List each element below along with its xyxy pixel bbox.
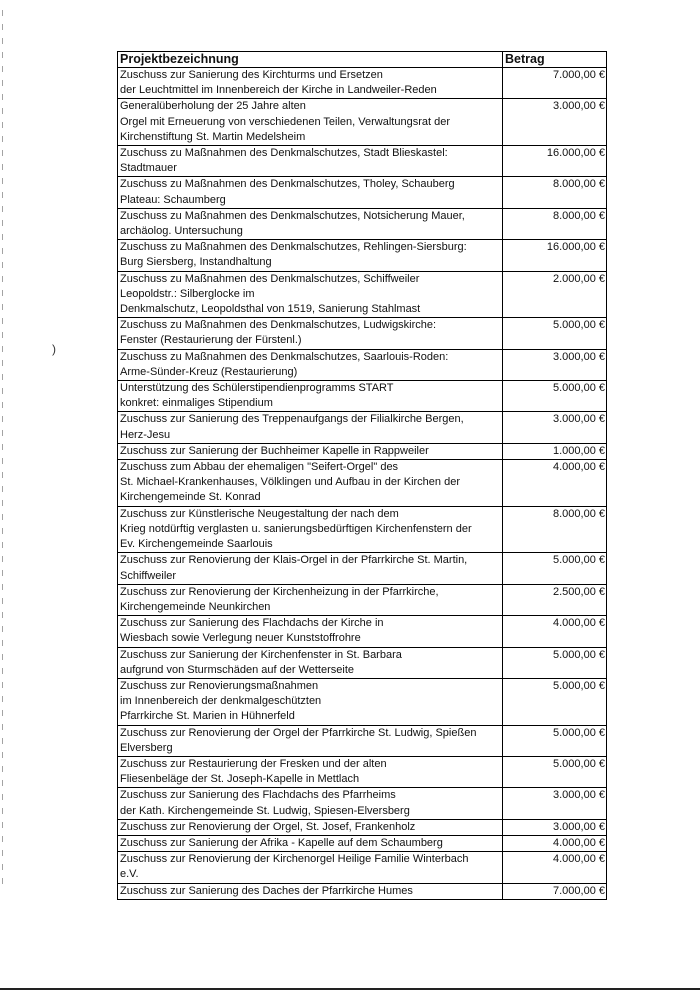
amount-cell: 16.000,00 €: [503, 146, 607, 177]
description-line: Ev. Kirchengemeinde Saarlouis: [120, 538, 273, 551]
project-description: [118, 553, 503, 584]
table-row: [118, 271, 607, 318]
amount-cell: 3.000,00 €: [503, 819, 607, 835]
description-line: Zuschuss zum Abbau der ehemaligen "Seifert-Orgel" des: [120, 461, 399, 474]
description-line: Zuschuss zu Maßnahmen des Denkmalschutzes, Ludwigskirche:: [120, 319, 437, 332]
table-header-row: [118, 52, 607, 68]
amount-cell: 1.000,00 €: [503, 443, 607, 459]
description-line: Orgel mit Erneuerung von verschiedenen Teilen, Verwaltungsrat der: [120, 115, 450, 128]
description-line: der Kath. Kirchengemeinde St. Ludwig, Spiesen-Elversberg: [120, 804, 410, 817]
description-line: e.V.: [120, 868, 139, 881]
project-description: [118, 271, 503, 318]
amount-cell: 8.000,00 €: [503, 208, 607, 239]
project-description: [118, 616, 503, 647]
description-line: Zuschuss zu Maßnahmen des Denkmalschutzes, Notsicherung Mauer,: [120, 209, 465, 222]
project-description: [118, 725, 503, 756]
description-line: Herz-Jesu: [120, 428, 171, 441]
table-row: [118, 412, 607, 443]
table-row: [118, 883, 607, 899]
project-description: [118, 381, 503, 412]
description-line: Schiffweiler: [120, 569, 177, 582]
amount-cell: 4.000,00 €: [503, 852, 607, 883]
project-description: [118, 240, 503, 271]
amount-cell: 2.000,00 €: [503, 271, 607, 318]
description-line: Zuschuss zur Renovierungsmaßnahmen: [120, 679, 319, 692]
description-line: Krieg notdürftig verglasten u. sanierungsbedürftigen Kirchenfenstern der: [120, 522, 472, 535]
table-row: [118, 725, 607, 756]
description-line: Zuschuss zur Renovierung der Klais-Orgel in der Pfarrkirche St. Martin,: [120, 554, 468, 567]
amount-cell: 7.000,00 €: [503, 68, 607, 99]
project-description: [118, 412, 503, 443]
table-row: [118, 852, 607, 883]
description-line: Kirchengemeinde St. Konrad: [120, 491, 261, 504]
amount-cell: 5.000,00 €: [503, 647, 607, 678]
header-betrag: Betrag: [503, 52, 607, 68]
description-line: Zuschuss zur Sanierung des Kirchturms und Ersetzen: [120, 69, 383, 81]
margin-mark: ): [52, 342, 56, 356]
project-description: [118, 146, 503, 177]
amount-cell: 5.000,00 €: [503, 553, 607, 584]
project-description: [118, 647, 503, 678]
description-line: Zuschuss zu Maßnahmen des Denkmalschutzes, Schiffweiler: [120, 272, 420, 285]
table-row: [118, 443, 607, 459]
table-row: [118, 678, 607, 725]
description-line: Zuschuss zur Sanierung der Buchheimer Kapelle in Rappweiler: [120, 444, 429, 457]
description-line: Zuschuss zur Renovierung der Orgel der Pfarrkirche St. Ludwig, Spießen: [120, 726, 477, 739]
header-projektbezeichnung: Projektbezeichnung: [118, 52, 503, 68]
project-description: [118, 506, 503, 553]
description-line: im Innenbereich der denkmalgeschützten: [120, 695, 322, 708]
project-description: [118, 835, 503, 851]
project-description: [118, 788, 503, 819]
description-line: Generalüberholung der 25 Jahre alten: [120, 100, 306, 113]
project-description: [118, 318, 503, 349]
amount-cell: 3.000,00 €: [503, 349, 607, 380]
amount-cell: 3.000,00 €: [503, 788, 607, 819]
description-line: Zuschuss zur Sanierung der Afrika - Kapelle auf dem Schaumberg: [120, 836, 443, 849]
amount-cell: 16.000,00 €: [503, 240, 607, 271]
description-line: Zuschuss zur Restaurierung der Fresken und der alten: [120, 757, 387, 770]
description-line: Zuschuss zur Sanierung der Kirchenfenster in St. Barbara: [120, 648, 402, 661]
description-line: Kirchengemeinde Neunkirchen: [120, 600, 271, 613]
project-description: [118, 883, 503, 899]
description-line: archäolog. Untersuchung: [120, 225, 243, 238]
table-row: [118, 381, 607, 412]
description-line: aufgrund von Sturmschäden auf der Wetterseite: [120, 663, 354, 676]
description-line: Zuschuss zu Maßnahmen des Denkmalschutzes, Tholey, Schauberg: [120, 178, 455, 191]
table-row: [118, 99, 607, 146]
amount-cell: 4.000,00 €: [503, 460, 607, 507]
project-description: [118, 852, 503, 883]
amount-cell: 2.500,00 €: [503, 584, 607, 615]
table-row: [118, 584, 607, 615]
project-description: [118, 678, 503, 725]
project-description: [118, 443, 503, 459]
table-row: [118, 349, 607, 380]
table-body: [118, 68, 607, 900]
amount-cell: 5.000,00 €: [503, 725, 607, 756]
description-line: Elversberg: [120, 741, 173, 754]
table-row: [118, 506, 607, 553]
amount-cell: 8.000,00 €: [503, 506, 607, 553]
table-row: [118, 788, 607, 819]
description-line: Pfarrkirche St. Marien in Hühnerfeld: [120, 710, 295, 723]
project-description: [118, 208, 503, 239]
description-line: konkret: einmaliges Stipendium: [120, 397, 273, 410]
description-line: Zuschuss zur Renovierung der Orgel, St. Josef, Frankenholz: [120, 820, 416, 833]
table-row: [118, 177, 607, 208]
amount-cell: 8.000,00 €: [503, 177, 607, 208]
description-line: der Leuchtmittel im Innenbereich der Kirche in Landweiler-Reden: [120, 84, 437, 97]
table-row: [118, 318, 607, 349]
amount-cell: 3.000,00 €: [503, 99, 607, 146]
description-line: Wiesbach sowie Verlegung neuer Kunststoffrohre: [120, 632, 361, 645]
description-line: Burg Siersberg, Instandhaltung: [120, 256, 272, 269]
project-description: [118, 68, 503, 99]
table-row: [118, 68, 607, 99]
table-row: [118, 756, 607, 787]
description-line: Stadtmauer: [120, 162, 177, 175]
funding-table: [117, 51, 607, 900]
table-row: [118, 616, 607, 647]
amount-cell: 4.000,00 €: [503, 835, 607, 851]
description-line: Zuschuss zu Maßnahmen des Denkmalschutzes, Rehlingen-Siersburg:: [120, 241, 467, 254]
table-row: [118, 146, 607, 177]
amount-cell: 5.000,00 €: [503, 318, 607, 349]
project-description: [118, 584, 503, 615]
description-line: Zuschuss zur Sanierung des Daches der Pfarrkirche Humes: [120, 884, 413, 897]
description-line: Denkmalschutz, Leopoldsthal von 1519, Sanierung Stahlmast: [120, 303, 421, 316]
table-row: [118, 240, 607, 271]
project-description: [118, 177, 503, 208]
table-row: [118, 835, 607, 851]
amount-cell: 5.000,00 €: [503, 756, 607, 787]
amount-cell: 7.000,00 €: [503, 883, 607, 899]
description-line: Kirchenstiftung St. Martin Medelsheim: [120, 130, 306, 143]
description-line: Fenster (Restaurierung der Fürstenl.): [120, 334, 302, 347]
project-description: [118, 349, 503, 380]
description-line: Zuschuss zur Sanierung des Flachdachs der Kirche in: [120, 617, 384, 630]
description-line: Zuschuss zur Sanierung des Flachdachs des Pfarrheims: [120, 789, 396, 802]
table-row: [118, 553, 607, 584]
description-line: Zuschuss zur Renovierung der Kirchenorgel Heilige Familie Winterbach: [120, 853, 469, 866]
description-line: Zuschuss zu Maßnahmen des Denkmalschutzes, Saarlouis-Roden:: [120, 350, 449, 363]
description-line: Zuschuss zur Sanierung des Treppenaufgangs der Filialkirche Bergen,: [120, 413, 464, 426]
left-margin-line: [2, 10, 3, 890]
amount-cell: 5.000,00 €: [503, 381, 607, 412]
description-line: Zuschuss zur Künstlerische Neugestaltung der nach dem: [120, 507, 399, 520]
description-line: Plateau: Schaumberg: [120, 193, 226, 206]
description-line: Leopoldstr.: Silberglocke im: [120, 287, 255, 300]
project-description: [118, 819, 503, 835]
table-row: [118, 819, 607, 835]
table-row: [118, 208, 607, 239]
description-line: St. Michael-Krankenhauses, Völklingen und Aufbau in der Kirchen der: [120, 476, 460, 489]
description-line: Unterstützung des Schülerstipendienprogramms START: [120, 382, 394, 395]
project-description: [118, 460, 503, 507]
table-row: [118, 647, 607, 678]
table-row: [118, 460, 607, 507]
description-line: Zuschuss zu Maßnahmen des Denkmalschutzes, Stadt Blieskastel:: [120, 147, 448, 160]
amount-cell: 3.000,00 €: [503, 412, 607, 443]
description-line: Zuschuss zur Renovierung der Kirchenheizung in der Pfarrkirche,: [120, 585, 439, 598]
amount-cell: 4.000,00 €: [503, 616, 607, 647]
description-line: Fliesenbeläge der St. Joseph-Kapelle in Mettlach: [120, 773, 360, 786]
project-description: [118, 99, 503, 146]
description-line: Arme-Sünder-Kreuz (Restaurierung): [120, 365, 298, 378]
project-description: [118, 756, 503, 787]
amount-cell: 5.000,00 €: [503, 678, 607, 725]
